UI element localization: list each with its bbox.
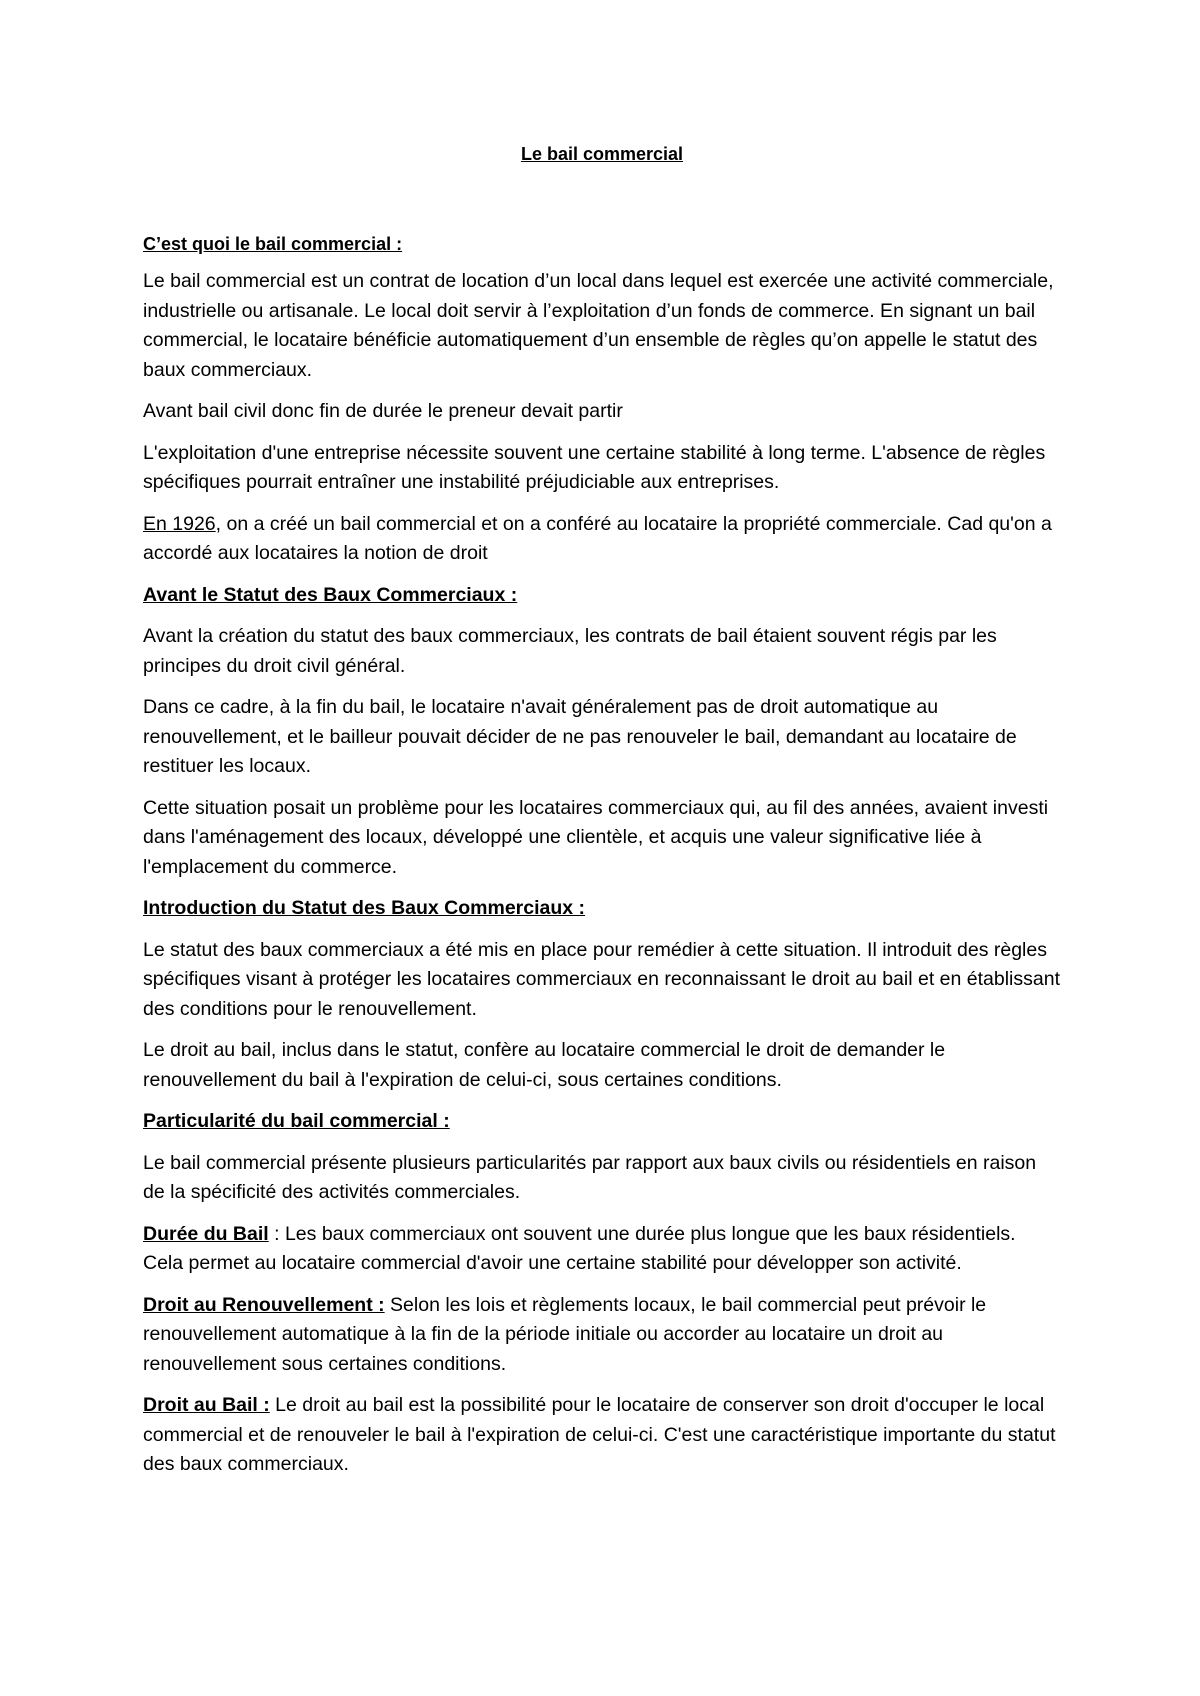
heading-particularite: Particularité du bail commercial :	[143, 1110, 450, 1132]
item-droit-au-renouvellement	[143, 1291, 1061, 1380]
introduction-paragraph-1: Le statut des baux commerciaux a été mis en place pour remédier à cette situation. Il introduit des règles spécifiques visant à protéger les locataires commerciaux en reconnaissant le droit au bail et en établissant des conditions pour le renouvellement.	[143, 938, 1060, 1020]
avant-paragraph-3: Cette situation posait un problème pour les locataires commerciaux qui, au fil des années, avaient investi dans l'aménagement des locaux, développé une clientèle, et acquis une valeur significative liée à l'emplacement du commerce.	[143, 796, 1049, 878]
text-duree-du-bail: : Les baux commerciaux ont souvent une durée plus longue que les baux résidentiels. Cela permet au locataire commercial d'avoir une certaine stabilité pour développer son activité.	[143, 1222, 1016, 1274]
introduction-paragraph-2: Le droit au bail, inclus dans le statut, confère au locataire commercial le droit de demander le renouvellement du bail à l'expiration de celui-ci, sous certaines conditions.	[143, 1039, 946, 1091]
text-droit-au-bail: Le droit au bail est la possibilité pour le locataire de conserver son droit d'occuper le local commercial et de renouveler le bail à l'expiration de celui-ci. C'est une caractéristique importante du statut des baux commerciaux.	[143, 1394, 1056, 1475]
date-1926: En 1926	[143, 512, 216, 535]
particularite-paragraph: Le bail commercial présente plusieurs particularités par rapport aux baux civils ou résidentiels en raison de la spécificité des activités commerciales.	[143, 1151, 1037, 1203]
intro-heading: C’est quoi le bail commercial :	[143, 233, 403, 254]
intro-paragraph-1: Le bail commercial est un contrat de location d’un local dans lequel est exercée une activité commerciale, industrielle ou artisanale. Le local doit servir à l’exploitation d’un fonds de commerce. En signant un bail commercial, le locataire bénéficie automatiquement d’un ensemble de règles qu’on appelle le statut des baux commerciaux.	[143, 270, 1054, 381]
document-body	[143, 140, 1061, 1492]
avant-paragraph-2: Dans ce cadre, à la fin du bail, le locataire n'avait généralement pas de droit automatique au renouvellement, et le bailleur pouvait décider de ne pas renouveler le bail, demandant au locataire de restituer les locaux.	[143, 696, 1017, 777]
intro-paragraph-2: Avant bail civil donc fin de durée le preneur devait partir	[143, 400, 623, 422]
text-droit-au-renouvellement: Selon les lois et règlements locaux, le bail commercial peut prévoir le renouvellement automatique à la fin de la période initiale ou accorder au locataire un droit au renouvellement sous certaines conditions.	[143, 1293, 987, 1375]
document-title: Le bail commercial	[520, 144, 684, 164]
item-droit-au-bail	[143, 1391, 1061, 1480]
term-duree-du-bail: Durée du Bail	[143, 1222, 269, 1245]
item-duree-du-bail	[143, 1220, 1061, 1279]
paragraph-1926-text: , on a créé un bail commercial et on a conféré au locataire la propriété commerciale. Cad qu'on a accordé aux locataires la notion de droit	[143, 512, 1052, 564]
heading-avant-statut: Avant le Statut des Baux Commerciaux :	[143, 583, 518, 606]
heading-introduction-statut: Introduction du Statut des Baux Commerciaux :	[143, 897, 586, 919]
term-droit-au-renouvellement: Droit au Renouvellement :	[143, 1293, 385, 1316]
avant-paragraph-1: Avant la création du statut des baux commerciaux, les contrats de bail étaient souvent régis par les principes du droit civil général.	[143, 625, 997, 677]
intro-paragraph-3: L'exploitation d'une entreprise nécessite souvent une certaine stabilité à long terme. L'absence de règles spécifiques pourrait entraîner une instabilité préjudiciable aux entreprises.	[143, 441, 1046, 493]
paragraph-1926	[143, 510, 1061, 569]
term-droit-au-bail: Droit au Bail :	[143, 1394, 270, 1416]
